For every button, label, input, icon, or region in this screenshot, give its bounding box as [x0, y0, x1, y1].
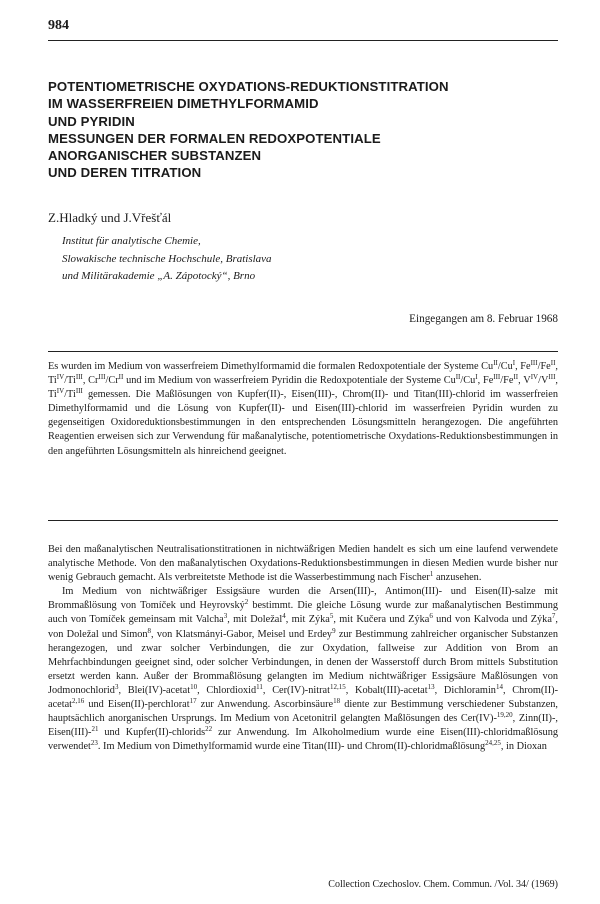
- paragraph-1: Bei den maßanalytischen Neutralisationstitrationen in nichtwäßrigen Medien handelt es sich um eine laufend verwendete analytische Methode. Von den maßanalytischen Oxydations-Reduktionsbestimmungen in diesen Medien wurde bisher nur wenig Gebrauch gemacht. Als verbreitetste Methode ist die Wasserbestimmung nach Fischer$^1$ anzusehen.: [48, 544, 558, 584]
- affiliation-line: und Militärakademie „A. Zápotocký“, Brno: [62, 270, 256, 282]
- affiliation: [62, 233, 272, 286]
- title-line: IM WASSERFREIEN DIMETHYLFORMAMID: [48, 96, 319, 112]
- title-line: MESSUNGEN DER FORMALEN REDOXPOTENTIALE: [48, 130, 381, 146]
- page-number: 984: [48, 18, 69, 33]
- journal-footer: Collection Czechoslov. Chem. Commun. /Vol. 34/ (1969): [328, 879, 558, 890]
- title-line: UND DEREN TITRATION: [48, 165, 202, 181]
- title-line: POTENTIOMETRISCHE OXYDATIONS-REDUKTIONSTITRATION: [48, 79, 449, 94]
- article-title: [48, 78, 568, 182]
- title-line: ANORGANISCHER SUBSTANZEN: [48, 148, 262, 164]
- authors: Z.Hladký und J.Vřešťál: [48, 210, 172, 225]
- header-rule: [48, 40, 558, 41]
- abstract-rule-bottom: [48, 520, 558, 521]
- abstract: Es wurden im Medium von wasserfreiem Dimethylformamid die formalen Redoxpotentiale der Systeme $Cu^{II}/Cu^I$, $Fe^{III}/Fe^{II}$, $Ti^{IV}/Ti^{III}$, $Cr^{III}/Cr^{II}$ und im Medium von wasserfreiem Pyridin die Redoxpotentiale der Systeme $Cu^{II}/Cu^I$, $Fe^{III}/Fe^{II}$, $V^{IV}/V^{III}$, $Ti^{IV}/Ti^{III}$ gemessen. Die Maßlösungen von Kupfer(II)-, Eisen(III)-, Chrom(II)- und Titan(III)-chlorid im wasserfreien Dimethylformamid und die Lösung von Kupfer(II)- und Eisen(III)-chlorid im wasserfreien Pyridin wurden zu gegenseitigen Oxidoreduktionsbestimmungen in den entsprechenden Lösungsmitteln herangezogen. Die angeführten Reagentien erweisen sich zur Verwendung für maßanalytische, potentiometrische Oxydations-Reduktionsbestimmungen in den angeführten Lösungsmitteln als hinreichend geeignet.: [48, 359, 558, 457]
- paragraph-2: Im Medium von nichtwäßriger Essigsäure wurden die Arsen(III)-, Antimon(III)- und Eisen(II)-salze mit Brommaßlösung von Tomíček und Heyrovský$^2$ bestimmt. Die gleiche Lösung wurde zur maßanalytischen Bestimmung auch von Tomíček gemeinsam mit Valcha$^3$, mit Doležal$^4$, mit Zýka$^5$, mit Kučera und Zýka$^6$ und von Kalvoda und Zýka$^7$, von Doležal und Simon$^8$, von Klatsmányi-Gabor, Meisel und Erdey$^9$ zur Bestimmung zahlreicher organischer Substanzen herangezogen, und zwar solcher Verbindungen, die zur Oxydation, fallweise zur Addition von Brom an Mehrfachbindungen geeignet sind, oder solcher Verbindungen, in denen der Wasserstoff durch Brom mittels Substitution ersetzt werden kann. Außer der Brommaßlösung gelangten im Medium nichtwäßriger Essigsäure Maßlösungen von Jodmonochlorid$^3$, Blei(IV)-acetat$^{10}$, Chlordioxid$^{11}$, Cer(IV)-nitrat$^{12,15}$, Kobalt(III)-acetat$^{13}$, Dichloramin$^{14}$, Chrom(II)-acetat$^{2,16}$ und Eisen(II)-perchlorat$^{17}$ zur Anwendung. Ascorbinsäure$^{18}$ diente zur Bestimmung verschiedener Substanzen, hauptsächlich anorganischen Ursprungs. Im Medium von Acetonitril gelangten Maßlösungen des Cer(IV)-$^{19,20}$, Zinn(II)-, Eisen(III)-$^{21}$ und Kupfer(II)-chlorids$^{22}$ zur Anwendung. Im Alkoholmedium wurde eine Eisen(III)-chloridmaßlösung verwendet$^{23}$. Im Medium von Dimethylformamid wurde eine Titan(III)- und Chrom(II)-chloridmaßlösung$^{24,25}$, in Dioxan: [48, 586, 559, 753]
- affiliation-line: Slowakische technische Hochschule, Bratislava: [62, 252, 272, 265]
- abstract-rule-top: [48, 351, 558, 352]
- affiliation-line: Institut für analytische Chemie,: [62, 235, 201, 247]
- body-text: [48, 543, 558, 754]
- received-date: Eingegangen am 8. Februar 1968: [409, 313, 558, 325]
- title-line: UND PYRIDIN: [48, 113, 135, 129]
